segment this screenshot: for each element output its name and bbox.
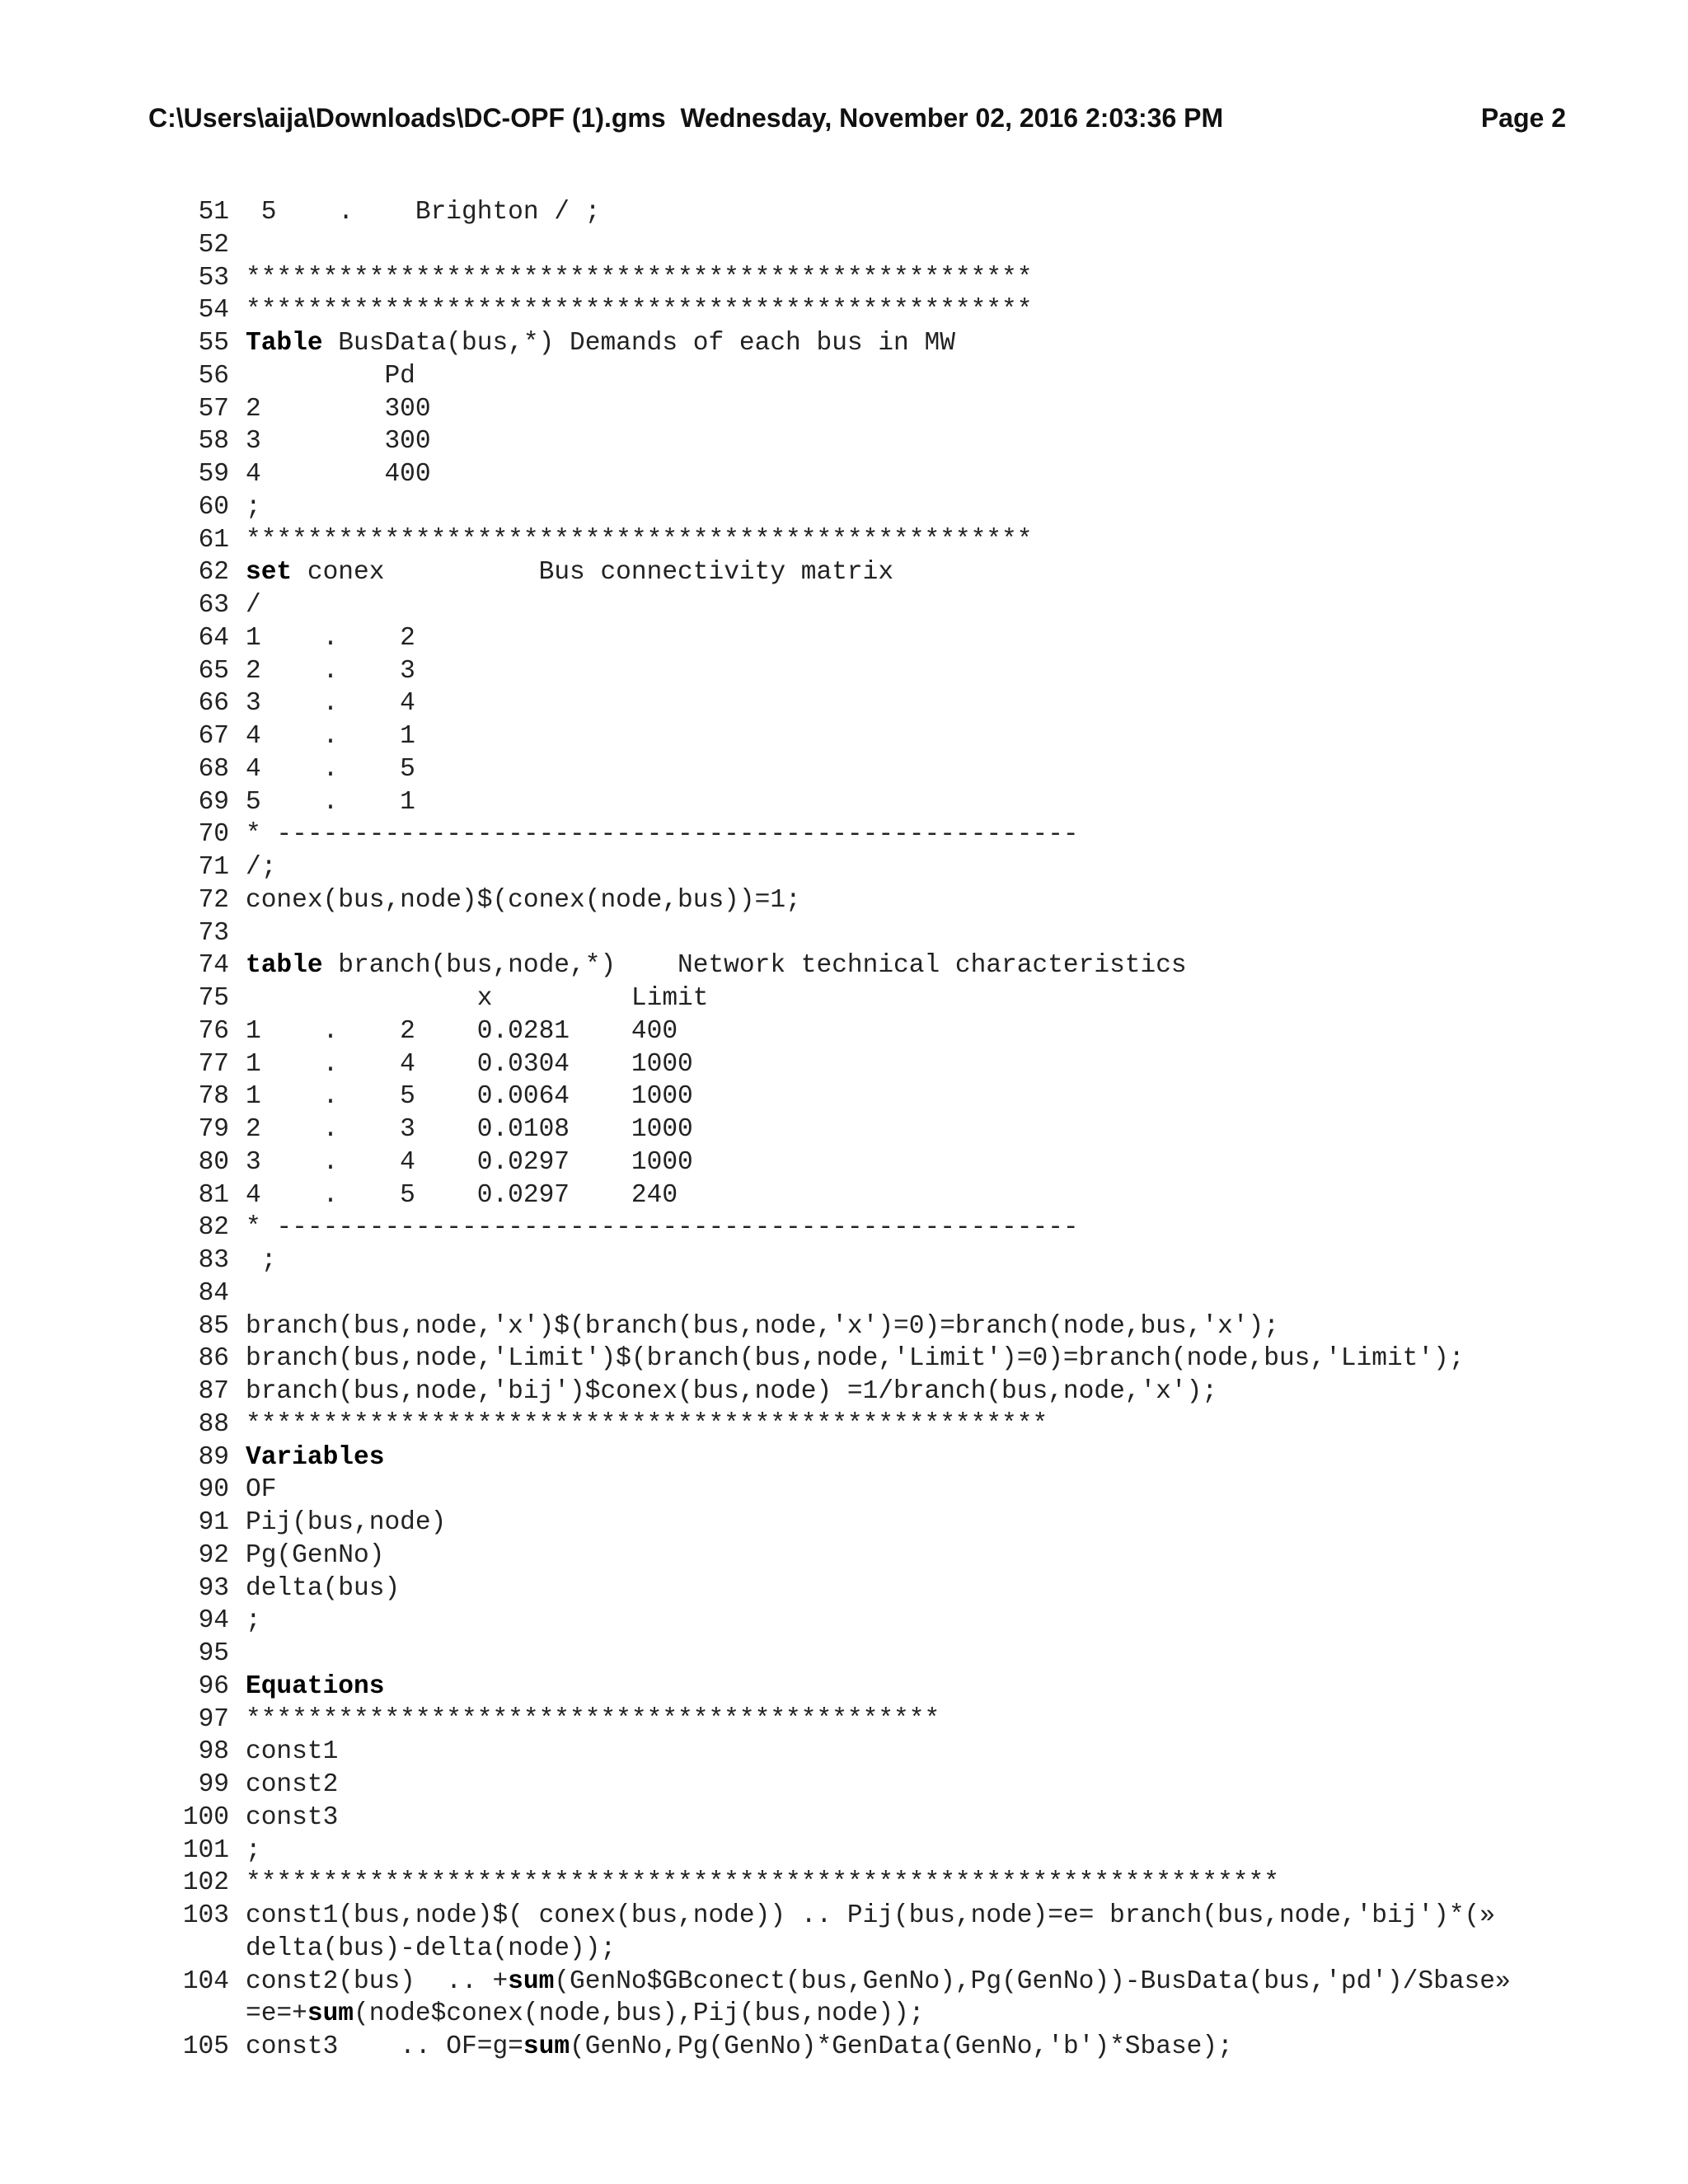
code-line: [165, 1179, 1582, 1212]
code-line: [165, 1638, 1582, 1671]
code-text: conex Bus connectivity matrix: [292, 558, 894, 588]
code-text: 4 400: [246, 460, 431, 489]
line-number: 59: [198, 460, 229, 489]
page-number: Page 2: [1480, 103, 1566, 133]
page-header: [148, 97, 1566, 138]
code-text: 5 . 1: [246, 787, 415, 817]
code-text: const2: [246, 1770, 339, 1799]
code-line: [165, 1244, 1582, 1277]
code-text: const3 .. OF=g=: [246, 2032, 523, 2061]
code-line: [165, 229, 1582, 262]
code-line: [165, 393, 1582, 426]
code-line: [165, 1080, 1582, 1113]
line-text: [246, 1802, 338, 1835]
code-line: [165, 294, 1582, 327]
line-number: 103: [182, 1901, 229, 1930]
line-text: [246, 687, 415, 720]
line-text: [246, 1343, 1465, 1376]
code-line: [165, 1113, 1582, 1146]
line-number: 72: [198, 885, 229, 915]
code-line: [165, 1146, 1582, 1179]
code-text: 1 . 2 0.0281 400: [246, 1016, 678, 1046]
line-text: [246, 753, 415, 786]
line-number: 67: [198, 722, 229, 751]
line-text: [246, 1966, 1511, 1999]
code-line: [165, 1408, 1582, 1441]
line-number: 78: [198, 1082, 229, 1112]
code-text: =e=+: [246, 1999, 307, 2029]
code-text: 1 . 2: [246, 623, 415, 653]
line-text: [246, 1507, 446, 1540]
line-number: 104: [182, 1966, 229, 1996]
code-line: [165, 589, 1582, 622]
line-number: 87: [198, 1377, 229, 1406]
code-line: [165, 1966, 1582, 1999]
line-text: [246, 1769, 338, 1802]
code-text: delta(bus)-delta(node));: [246, 1933, 617, 1963]
line-text: [246, 1605, 261, 1638]
line-text: [246, 1540, 384, 1572]
line-number: 76: [198, 1016, 229, 1046]
line-text: [246, 1867, 1279, 1900]
code-line: [165, 1015, 1582, 1048]
code-text: ***************************************************: [246, 263, 1033, 293]
code-text: const2(bus) .. +: [246, 1966, 509, 1996]
line-number: 86: [198, 1344, 229, 1374]
line-text: [246, 1572, 400, 1605]
code-line: [165, 949, 1582, 982]
code-text: branch(bus,node,'bij')$conex(bus,node) =1/branch(bus,node,'x');: [246, 1377, 1218, 1406]
code-line: [165, 884, 1582, 917]
line-number: 62: [198, 558, 229, 588]
code-text: const1(bus,node)$( conex(bus,node)) .. Pij(bus,node)=e= branch(bus,node,'bij')*(»: [246, 1901, 1495, 1930]
code-text: /: [246, 591, 261, 620]
code-line: [165, 1704, 1582, 1736]
code-listing: [165, 196, 1582, 2064]
code-text: 2 . 3 0.0108 1000: [246, 1115, 693, 1144]
code-text: 1 . 5 0.0064 1000: [246, 1082, 693, 1112]
code-line: [165, 1802, 1582, 1835]
code-line: [165, 1867, 1582, 1900]
code-text: Pd: [246, 361, 415, 391]
line-number: 51: [198, 198, 229, 227]
code-text: conex(bus,node)$(conex(node,bus))=1;: [246, 885, 801, 915]
code-line: [165, 753, 1582, 786]
code-text: branch(bus,node,*) Network technical characteristics: [322, 951, 1187, 981]
code-text: (GenNo,Pg(GenNo)*GenData(GenNo,'b')*Sbase);: [570, 2032, 1233, 2061]
line-text: [246, 818, 1079, 851]
code-line: [165, 1212, 1582, 1244]
code-line: [165, 1835, 1582, 1868]
line-number: 80: [198, 1147, 229, 1177]
line-number: 52: [198, 230, 229, 260]
line-number: 93: [198, 1573, 229, 1603]
code-line: [165, 720, 1582, 753]
line-number: 99: [198, 1770, 229, 1799]
code-text: /;: [246, 853, 277, 882]
code-text: 4 . 5: [246, 754, 415, 784]
line-number: 102: [182, 1868, 229, 1898]
code-line: [165, 982, 1582, 1015]
line-text: [246, 1080, 693, 1113]
code-line: [165, 1572, 1582, 1605]
code-line: [165, 491, 1582, 524]
line-text: [246, 982, 708, 1015]
code-text: 3 300: [246, 427, 431, 457]
keyword: Equations: [246, 1671, 385, 1701]
line-text: [246, 360, 415, 393]
line-text: [246, 556, 893, 589]
code-text: 3 . 4 0.0297 1000: [246, 1147, 693, 1177]
line-number: 57: [198, 394, 229, 424]
line-text: [246, 491, 261, 524]
code-text: OF: [246, 1475, 277, 1505]
keyword: sum: [307, 1999, 354, 2029]
code-line: [165, 1474, 1582, 1507]
line-text: [246, 262, 1033, 295]
line-number: 75: [198, 984, 229, 1013]
line-text: [246, 851, 276, 884]
line-number: 82: [198, 1213, 229, 1243]
line-number: 70: [198, 820, 229, 850]
code-line: [165, 622, 1582, 655]
keyword: sum: [523, 2032, 570, 2061]
code-text: ***************************************************: [246, 525, 1033, 555]
code-text: 1 . 4 0.0304 1000: [246, 1049, 693, 1079]
line-text: [246, 1146, 693, 1179]
line-number: 58: [198, 427, 229, 457]
line-number: 98: [198, 1737, 229, 1767]
line-text: [246, 655, 415, 688]
line-text: [246, 458, 431, 491]
line-number: 105: [182, 2032, 229, 2061]
code-text: (GenNo$GBconect(bus,GenNo),Pg(GenNo))-BusData(bus,'pd')/Sbase»: [554, 1966, 1511, 1996]
code-text: BusData(bus,*) Demands of each bus in MW: [322, 329, 955, 358]
line-text: [246, 622, 415, 655]
line-text: [246, 1441, 384, 1474]
line-number: 91: [198, 1508, 229, 1537]
code-text: 2 . 3: [246, 656, 415, 686]
code-line: [165, 360, 1582, 393]
line-text: [246, 524, 1033, 557]
code-line: [165, 1048, 1582, 1081]
code-line: [165, 556, 1582, 589]
line-number: 84: [198, 1278, 229, 1308]
code-text: delta(bus): [246, 1573, 401, 1603]
code-text: ;: [246, 1606, 261, 1636]
line-text: [246, 393, 431, 426]
code-line: [165, 1441, 1582, 1474]
line-text: [246, 1704, 940, 1736]
code-line: [165, 655, 1582, 688]
code-text: ;: [246, 492, 261, 522]
code-line-continuation: [165, 1933, 1582, 1966]
line-text: [246, 1376, 1217, 1408]
line-text: [246, 1900, 1495, 1933]
code-line-continuation: [165, 1998, 1582, 2031]
line-number: 101: [182, 1835, 229, 1865]
line-number: 74: [198, 951, 229, 981]
code-text: ***************************************************: [246, 296, 1033, 326]
line-text: [246, 1113, 693, 1146]
line-number: 88: [198, 1409, 229, 1439]
code-line: [165, 818, 1582, 851]
line-text: [246, 1474, 276, 1507]
line-text: [246, 949, 1187, 982]
code-text: * ----------------------------------------------------: [246, 820, 1079, 850]
line-text: [246, 1212, 1079, 1244]
line-text: [246, 1015, 678, 1048]
line-text: [246, 1179, 678, 1212]
line-text: [246, 1244, 276, 1277]
line-number: 90: [198, 1475, 229, 1505]
code-line: [165, 1507, 1582, 1540]
code-text: (node$conex(node,bus),Pij(bus,node));: [354, 1999, 925, 2029]
code-line: [165, 458, 1582, 491]
line-number: 96: [198, 1671, 229, 1701]
line-number: 77: [198, 1049, 229, 1079]
code-line: [165, 2031, 1582, 2064]
code-text: 5 . Brighton / ;: [246, 198, 601, 227]
line-number: 60: [198, 492, 229, 522]
line-text: [246, 786, 415, 819]
line-number: 64: [198, 623, 229, 653]
keyword: table: [246, 951, 323, 981]
code-line: [165, 1769, 1582, 1802]
code-text: ;: [246, 1835, 261, 1865]
code-line: [165, 1736, 1582, 1769]
line-number: 85: [198, 1311, 229, 1341]
code-line: [165, 1540, 1582, 1572]
line-text: [246, 1310, 1279, 1343]
line-text: [246, 1835, 261, 1868]
line-number: 73: [198, 918, 229, 948]
code-text: const3: [246, 1802, 339, 1832]
line-text: [246, 196, 600, 229]
line-number: 97: [198, 1704, 229, 1734]
line-number: 79: [198, 1115, 229, 1144]
code-text: ;: [246, 1246, 277, 1275]
line-text: [246, 1671, 384, 1704]
line-number: 89: [198, 1442, 229, 1472]
line-number: 66: [198, 689, 229, 719]
line-number: 68: [198, 754, 229, 784]
line-number: 92: [198, 1540, 229, 1570]
line-number: 61: [198, 525, 229, 555]
line-number: 56: [198, 361, 229, 391]
line-number: 95: [198, 1639, 229, 1668]
keyword: set: [246, 558, 293, 588]
code-text: *********************************************: [246, 1704, 940, 1734]
code-text: branch(bus,node,'x')$(branch(bus,node,'x')=0)=branch(node,bus,'x');: [246, 1311, 1279, 1341]
line-text: [246, 720, 415, 753]
line-number: 69: [198, 787, 229, 817]
line-number: 65: [198, 656, 229, 686]
line-number: 55: [198, 329, 229, 358]
line-text: [246, 1048, 693, 1081]
keyword: sum: [508, 1966, 555, 1996]
code-line: [165, 786, 1582, 819]
code-text: 4 . 1: [246, 722, 415, 751]
line-text: [246, 425, 431, 458]
line-text: [246, 1736, 338, 1769]
line-text: [246, 294, 1033, 327]
code-line: [165, 327, 1582, 360]
line-number: 54: [198, 296, 229, 326]
code-line: [165, 1277, 1582, 1310]
file-path-title: C:\Users\aija\Downloads\DC-OPF (1).gms Wednesday, November 02, 2016 2:03:36 PM: [148, 103, 1224, 133]
code-text: branch(bus,node,'Limit')$(branch(bus,node,'Limit')=0)=branch(node,bus,'Limit');: [246, 1344, 1465, 1374]
code-line: [165, 1310, 1582, 1343]
code-text: Pg(GenNo): [246, 1540, 385, 1570]
line-number: 71: [198, 853, 229, 882]
line-number: 81: [198, 1180, 229, 1210]
line-text: [246, 589, 261, 622]
code-line: [165, 1376, 1582, 1408]
code-text: Pij(bus,node): [246, 1508, 447, 1537]
code-text: x Limit: [246, 984, 709, 1013]
keyword: Variables: [246, 1442, 385, 1472]
code-line: [165, 425, 1582, 458]
line-text: [246, 327, 955, 360]
code-text: const1: [246, 1737, 339, 1767]
code-text: 4 . 5 0.0297 240: [246, 1180, 678, 1210]
code-line: [165, 1343, 1582, 1376]
code-line: [165, 1900, 1582, 1933]
code-line: [165, 1605, 1582, 1638]
code-line: [165, 262, 1582, 295]
code-line: [165, 524, 1582, 557]
code-line: [165, 851, 1582, 884]
line-number: 83: [198, 1246, 229, 1275]
line-number: 94: [198, 1606, 229, 1636]
line-text: [246, 884, 801, 917]
code-text: *******************************************************************: [246, 1868, 1279, 1898]
code-text: ****************************************************: [246, 1409, 1048, 1439]
code-text: 3 . 4: [246, 689, 415, 719]
line-number: 63: [198, 591, 229, 620]
line-text: [246, 1998, 925, 2031]
line-text: [246, 1408, 1048, 1441]
code-line: [165, 687, 1582, 720]
line-text: [246, 1933, 616, 1966]
line-number: 53: [198, 263, 229, 293]
keyword: Table: [246, 329, 323, 358]
line-text: [246, 2031, 1233, 2064]
code-line: [165, 917, 1582, 950]
code-line: [165, 1671, 1582, 1704]
line-number: 100: [182, 1802, 229, 1832]
code-text: * ----------------------------------------------------: [246, 1213, 1079, 1243]
code-text: 2 300: [246, 394, 431, 424]
code-line: [165, 196, 1582, 229]
